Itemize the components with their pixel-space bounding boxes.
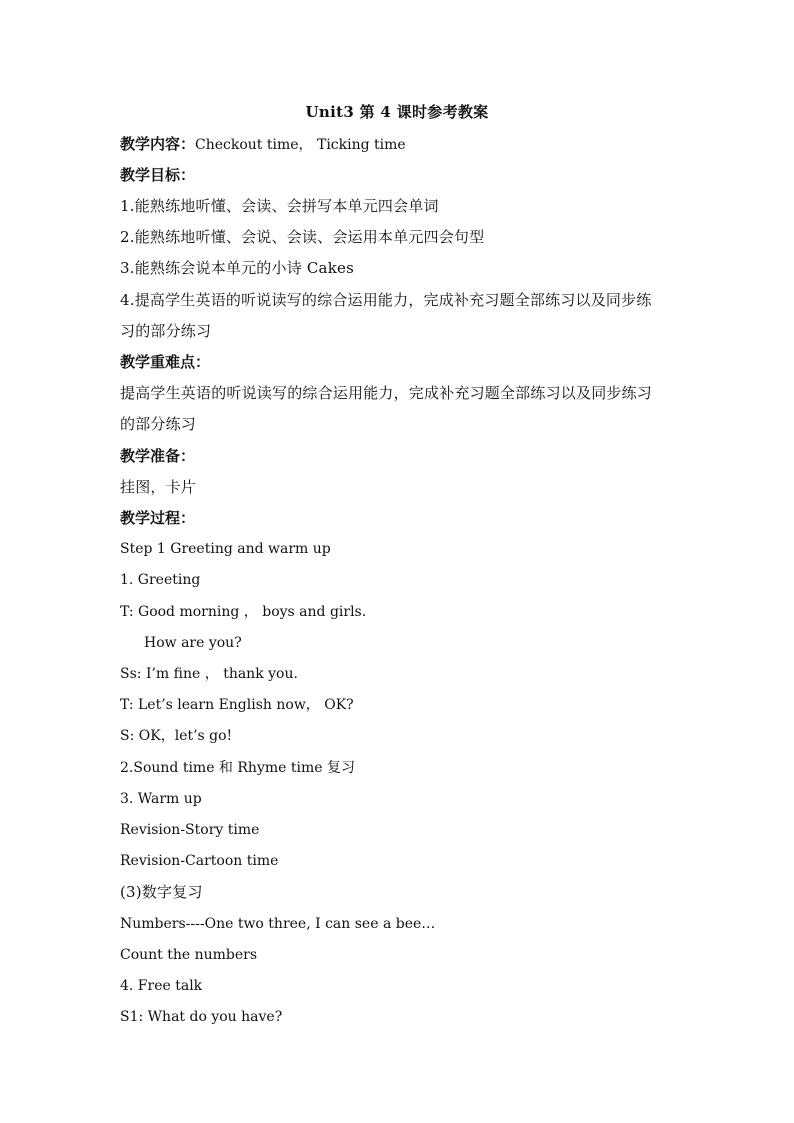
process-step: (3)数字复习 bbox=[120, 883, 203, 901]
process-step: Step 1 Greeting and warm up bbox=[120, 541, 331, 557]
goal-item-continued: 习的部分练习 bbox=[120, 322, 212, 340]
prep-heading: 教学准备： bbox=[120, 447, 196, 465]
dialogue-line: T: Good morning ， boys and girls. bbox=[120, 604, 367, 620]
difficulty-text-continued: 的部分练习 bbox=[120, 415, 197, 433]
process-step: Count the numbers bbox=[120, 947, 258, 963]
goal-item: 1.能熟练地听懂、会读、会拼写本单元四会单词 bbox=[120, 197, 439, 215]
difficulty-heading: 教学重难点： bbox=[120, 353, 211, 371]
dialogue-line: S1: What do you have? bbox=[120, 1009, 283, 1025]
prep-text: 挂图，卡片 bbox=[120, 478, 197, 496]
goal-item: 3.能熟练会说本单元的小诗 Cakes bbox=[120, 259, 354, 277]
process-step: Revision-Story time bbox=[120, 822, 260, 838]
content-text: Checkout time， Ticking time bbox=[195, 137, 406, 153]
content-label: 教学内容： bbox=[120, 135, 196, 153]
dialogue-line: Ss: I’m fine ， thank you. bbox=[120, 666, 298, 682]
goals-heading: 教学目标： bbox=[120, 166, 196, 184]
dialogue-line: T: Let’s learn English now， OK? bbox=[120, 697, 354, 713]
process-step: 4. Free talk bbox=[120, 978, 203, 994]
process-step: Revision-Cartoon time bbox=[120, 853, 279, 869]
content-line bbox=[120, 134, 406, 155]
process-step: 1. Greeting bbox=[120, 572, 201, 588]
dialogue-line: How are you? bbox=[144, 635, 242, 651]
goal-item: 4.提高学生英语的听说读写的综合运用能力，完成补充习题全部练习以及同步练 bbox=[120, 291, 652, 309]
process-heading: 教学过程： bbox=[120, 509, 196, 527]
page-title: Unit3 第 4 课时参考教案 bbox=[305, 103, 489, 121]
process-step: Numbers----One two three, I can see a bee… bbox=[120, 916, 436, 932]
difficulty-text: 提高学生英语的听说读写的综合运用能力，完成补充习题全部练习以及同步练习 bbox=[120, 384, 653, 402]
process-step: 2.Sound time 和 Rhyme time 复习 bbox=[120, 760, 355, 776]
dialogue-line: S: OK，let’s go! bbox=[120, 728, 233, 744]
process-step: 3. Warm up bbox=[120, 791, 202, 807]
goal-item: 2.能熟练地听懂、会说、会读、会运用本单元四会句型 bbox=[120, 228, 485, 246]
